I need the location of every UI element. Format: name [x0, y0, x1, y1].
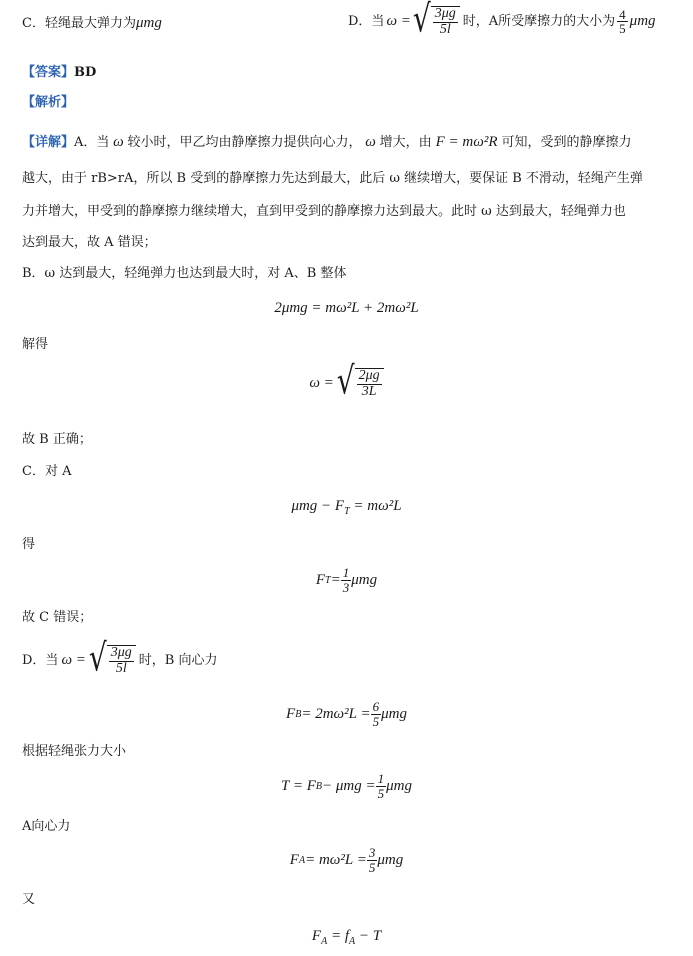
- option-d: D．当 ω = √ $\frac{3\mu g}{5l}$ 时，A所受摩擦力的大小为 $\frac{4}{5}$ μmg: [348, 0, 656, 42]
- equation-8: $F_A = f_A - T$: [311, 928, 382, 947]
- explain-line-11: D．当 ω = √ $\frac{3\mu g}{5l}$ 时，B 向心力: [22, 635, 218, 681]
- explain-line-7: 故 B 正确；: [22, 432, 92, 447]
- explain-line-3: 力并增大，甲受到的静摩擦力继续增大，直到甲受到的静摩擦力达到最大。此时 ω 达到最大，轻绳弹力也: [22, 204, 626, 219]
- explain-line-13: A向心力: [22, 819, 71, 834]
- equation-1: 2μmg = mω²L + 2mω²L: [274, 300, 419, 316]
- explain-line-1: 【详解】A．当 ω 较小时，甲乙均由静摩擦力提供向心力， ω 增大，由 F = mω²R 可知，受到的静摩擦力: [22, 134, 632, 150]
- explain-line-9: 得: [22, 537, 36, 552]
- option-c: C．轻绳最大弹力为μmg: [22, 15, 162, 31]
- explain-line-12: 根据轻绳张力大小: [22, 744, 127, 759]
- sqrt-expression: √ $\frac{3\mu g}{5l}$: [413, 6, 460, 37]
- equation-3: $\mu mg - F_T = m\omega^2L$: [291, 498, 402, 517]
- equation-2: ω = √ $\frac{2\mu g}{3L}$: [0, 368, 693, 399]
- explain-line-5: B．ω 达到最大，轻绳弹力也达到最大时，对 A、B 整体: [22, 266, 347, 281]
- answer-line: 【答案】BD: [22, 65, 97, 80]
- explain-line-14: 又: [22, 892, 36, 907]
- equation-4: F T = $\frac{1}{3}$ μmg: [315, 565, 378, 595]
- equation-5: F B = 2mω²L = $\frac{6}{5}$ μmg: [286, 699, 407, 729]
- equation-6: T = F B − μmg = $\frac{1}{5}$ μmg: [281, 771, 412, 801]
- equation-7: F A = mω²L = $\frac{3}{5}$ μmg: [289, 845, 404, 875]
- explain-line-10: 故 C 错误；: [22, 610, 93, 625]
- explain-line-4: 达到最大，故 A 错误；: [22, 235, 157, 250]
- analysis-heading: 【解析】: [22, 95, 75, 110]
- explain-line-6: 解得: [22, 337, 49, 352]
- explain-line-2: 越大，由于 rB>rA，所以 B 受到的静摩擦力先达到最大，此后 ω 继续增大，要保证 B 不滑动，轻绳产生弹: [22, 171, 643, 186]
- explain-line-8: C．对 A: [22, 464, 72, 479]
